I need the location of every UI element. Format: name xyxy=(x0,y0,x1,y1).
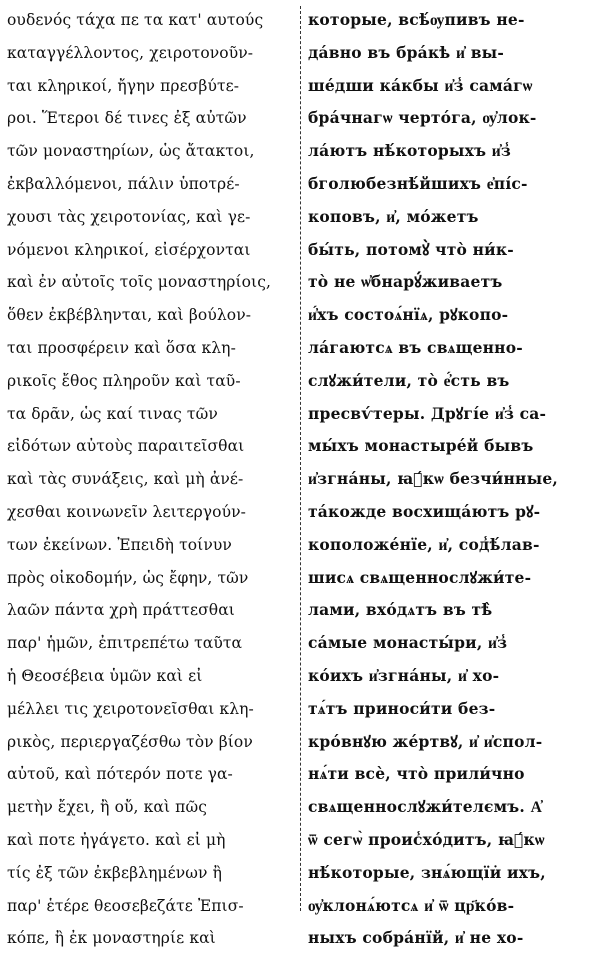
greek-text-line: παρ' ἑτέρε θεοσεβεζάτε Ἐπισ- xyxy=(7,896,244,915)
slavonic-text-line: ше́дши ка́кбы и҆з̾ сама́гѡ xyxy=(308,75,533,95)
slavonic-text-line: слꙋжи́тели, то̀ е҆́сть въ xyxy=(308,370,510,390)
greek-text-line: παρ' ἡμῶν, ἐπιτρεπέτω ταῦτα xyxy=(7,634,243,653)
greek-text-line: των ἐκείνων. Ἐπειδὴ τοίνυν xyxy=(7,535,232,554)
slavonic-text-line: са́мые монасты́ри, и҆з̾ xyxy=(308,633,508,653)
greek-text-line: ροι. Ἕτεροι δέ τινες ἐξ αὐτῶν xyxy=(7,109,247,128)
greek-text-line: τα δρᾶν, ὡς καί τινας τῶν xyxy=(7,404,218,423)
slavonic-text-line: ѹ҆клонѧ́ютсѧ и҆ ѿ цр҃ко́в- xyxy=(308,895,515,915)
greek-text-line: καταγγέλλοντος, χειροτονοῦν- xyxy=(7,43,254,62)
greek-text-line: ρικὸς, περιεργαζέσθω τὸν βίον xyxy=(7,732,253,751)
greek-text-line: ται προσφέρειν καὶ ὅσα κλη- xyxy=(7,338,236,357)
greek-text-line: ρικοῖς ἔθος πληροῦν καὶ ταῦ- xyxy=(7,371,241,390)
greek-text-line: καὶ τὰς συνάξεις, καὶ μὴ ἀνέ- xyxy=(7,470,244,489)
greek-text-line: ται κληρικοί, ἤγην πρεσβύτε- xyxy=(7,76,240,95)
slavonic-text-line: свѧщеннослꙋжи́телємъ. А҆ xyxy=(308,797,542,817)
slavonic-text-line: тѧ́тъ приноси́ти без- xyxy=(308,698,496,718)
greek-text-line: εἰδότων αὐτοὺς παραιτεῖσθαι xyxy=(7,437,245,456)
greek-text-line: τῶν μοναστηρίων, ὡς ἄτακτοι, xyxy=(7,142,255,161)
slavonic-text-line: коположе́нїе, и҆, сод̾ѣ́лав- xyxy=(308,534,540,554)
greek-text-line: κόπε, ἢ ἐκ μοναστηρίε καὶ xyxy=(7,929,216,948)
slavonic-text-line: ла́ютъ нѣ́которыхъ и҆з̾ xyxy=(308,141,511,161)
slavonic-text-line: лами, вхо́дѧтъ въ тѣ̀ xyxy=(308,600,493,620)
greek-text-line: ουδενός τάχα πε τα κατ' αυτούς xyxy=(7,11,264,29)
slavonic-text-line: коповъ, и҆, мо́жетъ xyxy=(308,206,479,226)
greek-text-line: ὅθεν ἐκβέβληνται, καὶ βούλον- xyxy=(7,306,252,325)
greek-text-line: καὶ ἐν αὐτοῖς τοῖς μοναστηρίοις, xyxy=(7,273,272,292)
slavonic-text-line: ѿ сегѡ̀ проис̾хо́дитъ, ꙗ҆́кѡ xyxy=(308,829,545,849)
slavonic-text-line: шисѧ свѧщеннослꙋжи́те- xyxy=(308,567,532,587)
greek-text-line: νόμενοι κληρικοί, εἰσέρχονται xyxy=(7,240,251,259)
greek-text-line: αὐτοῦ, καὶ πότερόν ποτε γα- xyxy=(7,765,233,784)
slavonic-text-line: и҆́хъ состоѧ́нїѧ, рꙋкопо- xyxy=(308,305,509,325)
slavonic-text-line: пресвѵ́теры. Дрꙋгі́е и҆з̾ са- xyxy=(308,403,547,423)
greek-text-line: καὶ ποτε ἠγάγετο. καὶ εἰ μὴ xyxy=(7,830,226,849)
slavonic-text-line: нѣ́которые, знѧ́ющїи̇ ихъ, xyxy=(308,862,546,882)
slavonic-text-line: которые, всѣ́ѹпивъ не- xyxy=(308,10,525,29)
greek-text-line: ἐκβαλλόμενοι, πάλιν ὑποτρέ- xyxy=(7,174,240,193)
slavonic-text-line: и҆згна́ны, ꙗ҆́кѡ безчи́нные, xyxy=(308,469,558,489)
greek-text-line: λαῶν πάντα χρὴ πράττεσθαι xyxy=(7,601,235,620)
slavonic-text-line: бы́ть, потомꙋ̀ что̀ ни́к- xyxy=(308,239,514,259)
column-divider xyxy=(300,6,301,911)
slavonic-text-line: да́вно въ бра́кѣ и҆ вы- xyxy=(308,42,505,62)
slavonic-text-line: нѧ́ти всѐ, что̀ прили́чно xyxy=(308,764,525,784)
slavonic-text-line: ла́гаютсѧ въ свѧщенно- xyxy=(308,337,523,357)
slavonic-text-line: та́кожде восхища́ютъ рꙋ- xyxy=(308,501,541,521)
slavonic-text-line: бра́чнагѡ черто́га, ѹ҆лок- xyxy=(308,108,537,128)
slavonic-text-line: кро́внꙋю же́ртвꙋ, и҆ и҆спол- xyxy=(308,731,543,751)
greek-text-line: πρὸς οἰκοδομήν, ὡς ἔφην, τῶν xyxy=(7,568,249,587)
slavonic-text-line: ко́ихъ и҆згна́ны, и҆ хо- xyxy=(308,665,500,685)
slavonic-text-line: бголюбезнѣ́йшихъ е҆пі́с- xyxy=(308,173,528,193)
greek-text-line: μετὴν ἔχει, ἢ οὔ, καὶ πῶς xyxy=(7,798,207,817)
greek-text-line: τίς ἐξ τῶν ἐκβεβλημένων ἢ xyxy=(7,863,222,882)
greek-text-line: μέλλει τις χειροτονεῖσθαι κλη- xyxy=(7,699,254,718)
slavonic-text-line: то̀ не ѡ҆бнарꙋ́живаетъ xyxy=(308,272,503,292)
greek-text-column xyxy=(7,4,297,955)
greek-text-line: ἡ Θεοσέβεια ὑμῶν καὶ εἰ xyxy=(7,666,203,685)
slavonic-text-line: мы́хъ монастыре́й бывъ xyxy=(308,436,534,456)
church-slavonic-text-column xyxy=(308,4,596,955)
slavonic-text-line: ныхъ собра́нїй, и҆ не хо- xyxy=(308,928,524,948)
greek-text-line: χουσι τὰς χειροτονίας, καὶ γε- xyxy=(7,207,251,226)
greek-text-line: χεσθαι κοινωνεῖν λειτεργούν- xyxy=(7,502,246,521)
